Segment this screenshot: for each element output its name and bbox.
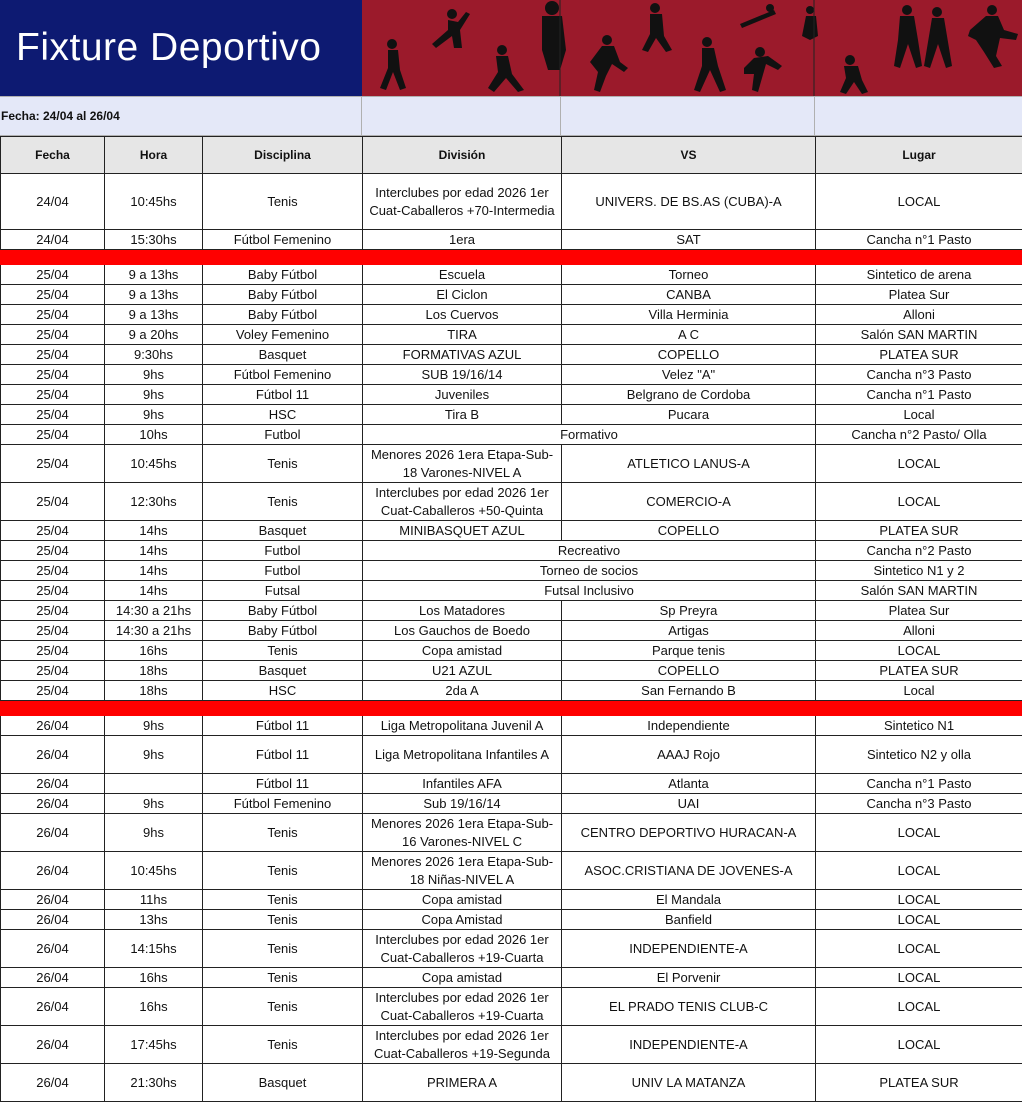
cell-division: El Ciclon — [363, 285, 562, 305]
cell-fecha: 25/04 — [1, 365, 105, 385]
table-row — [1, 1064, 1022, 1102]
cell-disciplina: Baby Fútbol — [203, 621, 363, 641]
table-row — [1, 561, 1022, 581]
table-row — [1, 1026, 1022, 1064]
cell-division: Menores 2026 1era Etapa-Sub-16 Varones-NIVEL C — [363, 814, 562, 852]
cell-disciplina: Tenis — [203, 930, 363, 968]
fixture-table-body — [1, 174, 1022, 1102]
cell-division: Interclubes por edad 2026 1er Cuat-Caballeros +19-Cuarta — [363, 930, 562, 968]
cell-lugar: Local — [816, 681, 1022, 701]
cell-vs: ASOC.CRISTIANA DE JOVENES-A — [562, 852, 816, 890]
cell-fecha: 24/04 — [1, 230, 105, 250]
cell-fecha: 26/04 — [1, 794, 105, 814]
cell-disciplina: Futbol — [203, 425, 363, 445]
cell-disciplina: Tenis — [203, 852, 363, 890]
header-banner — [0, 0, 1022, 96]
cell-disciplina: Tenis — [203, 814, 363, 852]
cell-lugar: LOCAL — [816, 988, 1022, 1026]
cell-hora: 14hs — [105, 541, 203, 561]
table-row — [1, 345, 1022, 365]
cell-division: Los Matadores — [363, 601, 562, 621]
table-row — [1, 681, 1022, 701]
cell-hora: 10hs — [105, 425, 203, 445]
cell-hora: 14:30 a 21hs — [105, 621, 203, 641]
cell-vs: Banfield — [562, 910, 816, 930]
cell-lugar: Sintetico N2 y olla — [816, 736, 1022, 774]
cell-division: Juveniles — [363, 385, 562, 405]
cell-lugar: Platea Sur — [816, 285, 1022, 305]
cell-division: Tira B — [363, 405, 562, 425]
cell-hora: 11hs — [105, 890, 203, 910]
cell-vs: Atlanta — [562, 774, 816, 794]
cell-lugar: LOCAL — [816, 852, 1022, 890]
cell-hora: 9 a 13hs — [105, 265, 203, 285]
cell-hora: 16hs — [105, 641, 203, 661]
cell-fecha: 26/04 — [1, 968, 105, 988]
cell-hora: 9:30hs — [105, 345, 203, 365]
table-row — [1, 794, 1022, 814]
table-row — [1, 621, 1022, 641]
cell-hora: 16hs — [105, 968, 203, 988]
cell-division: Infantiles AFA — [363, 774, 562, 794]
cell-lugar: Alloni — [816, 305, 1022, 325]
table-row — [1, 601, 1022, 621]
cell-lugar: Cancha n°1 Pasto — [816, 230, 1022, 250]
table-row — [1, 425, 1022, 445]
cell-division: Liga Metropolitana Juvenil A — [363, 716, 562, 736]
cell-lugar: LOCAL — [816, 930, 1022, 968]
cell-division-vs-merged: Futsal Inclusivo — [363, 581, 816, 601]
cell-lugar: PLATEA SUR — [816, 521, 1022, 541]
cell-disciplina: Fútbol 11 — [203, 385, 363, 405]
cell-disciplina: Baby Fútbol — [203, 601, 363, 621]
cell-hora: 16hs — [105, 988, 203, 1026]
cell-hora: 10:45hs — [105, 445, 203, 483]
cell-vs: Belgrano de Cordoba — [562, 385, 816, 405]
column-header-division: División — [363, 137, 562, 174]
cell-lugar: Sintetico N1 y 2 — [816, 561, 1022, 581]
table-row — [1, 483, 1022, 521]
date-range-row — [0, 96, 1022, 136]
table-row — [1, 285, 1022, 305]
cell-disciplina: Tenis — [203, 910, 363, 930]
table-row — [1, 988, 1022, 1026]
table-row — [1, 641, 1022, 661]
cell-vs: Parque tenis — [562, 641, 816, 661]
cell-vs: COMERCIO-A — [562, 483, 816, 521]
cell-hora: 9hs — [105, 716, 203, 736]
cell-fecha: 26/04 — [1, 910, 105, 930]
cell-lugar: Local — [816, 405, 1022, 425]
cell-hora: 9 a 13hs — [105, 305, 203, 325]
cell-division-vs-merged: Torneo de socios — [363, 561, 816, 581]
cell-fecha: 24/04 — [1, 174, 105, 230]
cell-fecha: 25/04 — [1, 405, 105, 425]
cell-lugar: Sintetico de arena — [816, 265, 1022, 285]
cell-lugar: Cancha n°1 Pasto — [816, 774, 1022, 794]
cell-hora: 9hs — [105, 736, 203, 774]
cell-disciplina: Fútbol 11 — [203, 736, 363, 774]
cell-fecha: 25/04 — [1, 445, 105, 483]
cell-vs: CENTRO DEPORTIVO HURACAN-A — [562, 814, 816, 852]
cell-fecha: 26/04 — [1, 736, 105, 774]
cell-vs: A C — [562, 325, 816, 345]
cell-lugar: Sintetico N1 — [816, 716, 1022, 736]
cell-division: Interclubes por edad 2026 1er Cuat-Caballeros +19-Segunda — [363, 1026, 562, 1064]
cell-fecha: 26/04 — [1, 852, 105, 890]
cell-fecha: 25/04 — [1, 681, 105, 701]
cell-disciplina: Tenis — [203, 483, 363, 521]
cell-hora: 10:45hs — [105, 174, 203, 230]
cell-fecha: 25/04 — [1, 661, 105, 681]
cell-hora: 14hs — [105, 521, 203, 541]
table-row — [1, 230, 1022, 250]
cell-fecha: 25/04 — [1, 641, 105, 661]
cell-disciplina: Fútbol Femenino — [203, 230, 363, 250]
cell-hora: 21:30hs — [105, 1064, 203, 1102]
table-row — [1, 774, 1022, 794]
cell-hora — [105, 774, 203, 794]
table-row — [1, 814, 1022, 852]
column-header-vs: VS — [562, 137, 816, 174]
cell-division: Menores 2026 1era Etapa-Sub-18 Niñas-NIVEL A — [363, 852, 562, 890]
cell-fecha: 26/04 — [1, 774, 105, 794]
date-row-cell — [362, 97, 561, 135]
cell-fecha: 25/04 — [1, 345, 105, 365]
cell-fecha: 26/04 — [1, 814, 105, 852]
cell-disciplina: Tenis — [203, 1026, 363, 1064]
table-row — [1, 174, 1022, 230]
cell-fecha: 25/04 — [1, 521, 105, 541]
cell-hora: 15:30hs — [105, 230, 203, 250]
cell-division: Escuela — [363, 265, 562, 285]
cell-hora: 9 a 20hs — [105, 325, 203, 345]
cell-disciplina: Tenis — [203, 890, 363, 910]
cell-disciplina: Futsal — [203, 581, 363, 601]
cell-hora: 9hs — [105, 365, 203, 385]
cell-vs: Villa Herminia — [562, 305, 816, 325]
cell-vs: COPELLO — [562, 661, 816, 681]
cell-disciplina: Tenis — [203, 445, 363, 483]
cell-vs: EL PRADO TENIS CLUB-C — [562, 988, 816, 1026]
table-row — [1, 910, 1022, 930]
cell-disciplina: Baby Fútbol — [203, 305, 363, 325]
cell-lugar: Salón SAN MARTIN — [816, 581, 1022, 601]
column-header-hora: Hora — [105, 137, 203, 174]
fixture-table — [0, 136, 1022, 1102]
cell-vs: UAI — [562, 794, 816, 814]
cell-lugar: Cancha n°2 Pasto — [816, 541, 1022, 561]
cell-division: Interclubes por edad 2026 1er Cuat-Caballeros +50-Quinta — [363, 483, 562, 521]
cell-lugar: PLATEA SUR — [816, 345, 1022, 365]
cell-division-vs-merged: Formativo — [363, 425, 816, 445]
cell-lugar: LOCAL — [816, 174, 1022, 230]
cell-fecha: 26/04 — [1, 890, 105, 910]
cell-lugar: LOCAL — [816, 968, 1022, 988]
cell-hora: 13hs — [105, 910, 203, 930]
cell-division: Sub 19/16/14 — [363, 794, 562, 814]
cell-lugar: Cancha n°2 Pasto/ Olla — [816, 425, 1022, 445]
cell-vs: Pucara — [562, 405, 816, 425]
cell-fecha: 25/04 — [1, 483, 105, 521]
cell-fecha: 26/04 — [1, 930, 105, 968]
cell-vs: Torneo — [562, 265, 816, 285]
cell-lugar: PLATEA SUR — [816, 661, 1022, 681]
cell-hora: 14hs — [105, 561, 203, 581]
table-row — [1, 385, 1022, 405]
table-row — [1, 521, 1022, 541]
cell-lugar: LOCAL — [816, 910, 1022, 930]
cell-fecha: 25/04 — [1, 621, 105, 641]
table-row — [1, 736, 1022, 774]
column-header-lugar: Lugar — [816, 137, 1022, 174]
cell-division: SUB 19/16/14 — [363, 365, 562, 385]
cell-lugar: LOCAL — [816, 1026, 1022, 1064]
cell-hora: 18hs — [105, 661, 203, 681]
cell-lugar: LOCAL — [816, 445, 1022, 483]
cell-vs: Independiente — [562, 716, 816, 736]
cell-division: Copa amistad — [363, 890, 562, 910]
cell-disciplina: HSC — [203, 405, 363, 425]
cell-lugar: LOCAL — [816, 890, 1022, 910]
cell-disciplina: Baby Fútbol — [203, 265, 363, 285]
athletes-silhouettes-icon — [362, 0, 1022, 96]
table-row — [1, 581, 1022, 601]
cell-fecha: 25/04 — [1, 265, 105, 285]
cell-vs: INDEPENDIENTE-A — [562, 1026, 816, 1064]
cell-disciplina: Fútbol 11 — [203, 774, 363, 794]
day-separator — [1, 701, 1022, 716]
cell-disciplina: Tenis — [203, 641, 363, 661]
cell-hora: 12:30hs — [105, 483, 203, 521]
cell-disciplina: Tenis — [203, 988, 363, 1026]
cell-hora: 9hs — [105, 405, 203, 425]
cell-vs: Artigas — [562, 621, 816, 641]
cell-hora: 17:45hs — [105, 1026, 203, 1064]
cell-vs: Velez "A" — [562, 365, 816, 385]
cell-hora: 14:30 a 21hs — [105, 601, 203, 621]
date-row-cell — [815, 97, 1022, 135]
cell-vs: Sp Preyra — [562, 601, 816, 621]
cell-hora: 9 a 13hs — [105, 285, 203, 305]
cell-disciplina: Fútbol 11 — [203, 716, 363, 736]
cell-vs: AAAJ Rojo — [562, 736, 816, 774]
cell-hora: 18hs — [105, 681, 203, 701]
cell-disciplina: Voley Femenino — [203, 325, 363, 345]
cell-lugar: Cancha n°3 Pasto — [816, 794, 1022, 814]
table-row — [1, 852, 1022, 890]
cell-lugar: Platea Sur — [816, 601, 1022, 621]
table-row — [1, 405, 1022, 425]
cell-disciplina: Basquet — [203, 345, 363, 365]
cell-division: Los Gauchos de Boedo — [363, 621, 562, 641]
cell-vs: El Mandala — [562, 890, 816, 910]
cell-disciplina: HSC — [203, 681, 363, 701]
cell-hora: 14hs — [105, 581, 203, 601]
table-header-row — [1, 137, 1022, 174]
cell-fecha: 25/04 — [1, 541, 105, 561]
cell-division: PRIMERA A — [363, 1064, 562, 1102]
cell-disciplina: Baby Fútbol — [203, 285, 363, 305]
cell-hora: 9hs — [105, 794, 203, 814]
cell-lugar: Alloni — [816, 621, 1022, 641]
cell-division: FORMATIVAS AZUL — [363, 345, 562, 365]
cell-vs: CANBA — [562, 285, 816, 305]
cell-fecha: 25/04 — [1, 285, 105, 305]
cell-fecha: 25/04 — [1, 561, 105, 581]
cell-hora: 9hs — [105, 814, 203, 852]
cell-division: Interclubes por edad 2026 1er Cuat-Caballeros +70-Intermedia — [363, 174, 562, 230]
cell-vs: UNIVERS. DE BS.AS (CUBA)-A — [562, 174, 816, 230]
cell-disciplina: Fútbol Femenino — [203, 365, 363, 385]
cell-division: Menores 2026 1era Etapa-Sub-18 Varones-NIVEL A — [363, 445, 562, 483]
cell-disciplina: Tenis — [203, 174, 363, 230]
cell-division: Copa amistad — [363, 641, 562, 661]
cell-vs: ATLETICO LANUS-A — [562, 445, 816, 483]
table-row — [1, 445, 1022, 483]
cell-fecha: 25/04 — [1, 305, 105, 325]
cell-division-vs-merged: Recreativo — [363, 541, 816, 561]
cell-fecha: 25/04 — [1, 385, 105, 405]
cell-disciplina: Futbol — [203, 541, 363, 561]
cell-division: Copa Amistad — [363, 910, 562, 930]
table-row — [1, 325, 1022, 345]
cell-division: Los Cuervos — [363, 305, 562, 325]
cell-disciplina: Basquet — [203, 1064, 363, 1102]
cell-division: MINIBASQUET AZUL — [363, 521, 562, 541]
day-separator-row — [1, 250, 1022, 265]
cell-vs: COPELLO — [562, 521, 816, 541]
cell-fecha: 26/04 — [1, 716, 105, 736]
cell-division: Copa amistad — [363, 968, 562, 988]
cell-division: Interclubes por edad 2026 1er Cuat-Caballeros +19-Cuarta — [363, 988, 562, 1026]
cell-fecha: 25/04 — [1, 581, 105, 601]
cell-vs: INDEPENDIENTE-A — [562, 930, 816, 968]
cell-disciplina: Basquet — [203, 521, 363, 541]
cell-hora: 14:15hs — [105, 930, 203, 968]
day-separator — [1, 250, 1022, 265]
cell-lugar: Salón SAN MARTIN — [816, 325, 1022, 345]
cell-vs: COPELLO — [562, 345, 816, 365]
cell-lugar: LOCAL — [816, 641, 1022, 661]
cell-disciplina: Basquet — [203, 661, 363, 681]
cell-hora: 10:45hs — [105, 852, 203, 890]
day-separator-row — [1, 701, 1022, 716]
cell-division: 1era — [363, 230, 562, 250]
table-row — [1, 968, 1022, 988]
date-row-cell — [561, 97, 815, 135]
cell-lugar: LOCAL — [816, 814, 1022, 852]
page-title: Fixture Deportivo — [0, 0, 362, 96]
cell-fecha: 26/04 — [1, 988, 105, 1026]
cell-vs: SAT — [562, 230, 816, 250]
cell-lugar: Cancha n°3 Pasto — [816, 365, 1022, 385]
cell-fecha: 25/04 — [1, 425, 105, 445]
table-row — [1, 716, 1022, 736]
table-row — [1, 661, 1022, 681]
cell-vs: UNIV LA MATANZA — [562, 1064, 816, 1102]
cell-disciplina: Fútbol Femenino — [203, 794, 363, 814]
date-range-label: Fecha: 24/04 al 26/04 — [0, 97, 362, 135]
table-row — [1, 890, 1022, 910]
table-row — [1, 541, 1022, 561]
table-row — [1, 365, 1022, 385]
cell-vs: El Porvenir — [562, 968, 816, 988]
column-header-fecha: Fecha — [1, 137, 105, 174]
cell-lugar: Cancha n°1 Pasto — [816, 385, 1022, 405]
cell-fecha: 25/04 — [1, 601, 105, 621]
cell-division: TIRA — [363, 325, 562, 345]
cell-fecha: 26/04 — [1, 1064, 105, 1102]
cell-vs: San Fernando B — [562, 681, 816, 701]
cell-disciplina: Futbol — [203, 561, 363, 581]
sports-silhouettes-banner — [362, 0, 1022, 96]
cell-division: U21 AZUL — [363, 661, 562, 681]
cell-division: 2da A — [363, 681, 562, 701]
cell-fecha: 25/04 — [1, 325, 105, 345]
table-row — [1, 265, 1022, 285]
cell-hora: 9hs — [105, 385, 203, 405]
column-header-disciplina: Disciplina — [203, 137, 363, 174]
cell-lugar: LOCAL — [816, 483, 1022, 521]
table-row — [1, 930, 1022, 968]
cell-division: Liga Metropolitana Infantiles A — [363, 736, 562, 774]
cell-fecha: 26/04 — [1, 1026, 105, 1064]
cell-lugar: PLATEA SUR — [816, 1064, 1022, 1102]
cell-disciplina: Tenis — [203, 968, 363, 988]
table-row — [1, 305, 1022, 325]
